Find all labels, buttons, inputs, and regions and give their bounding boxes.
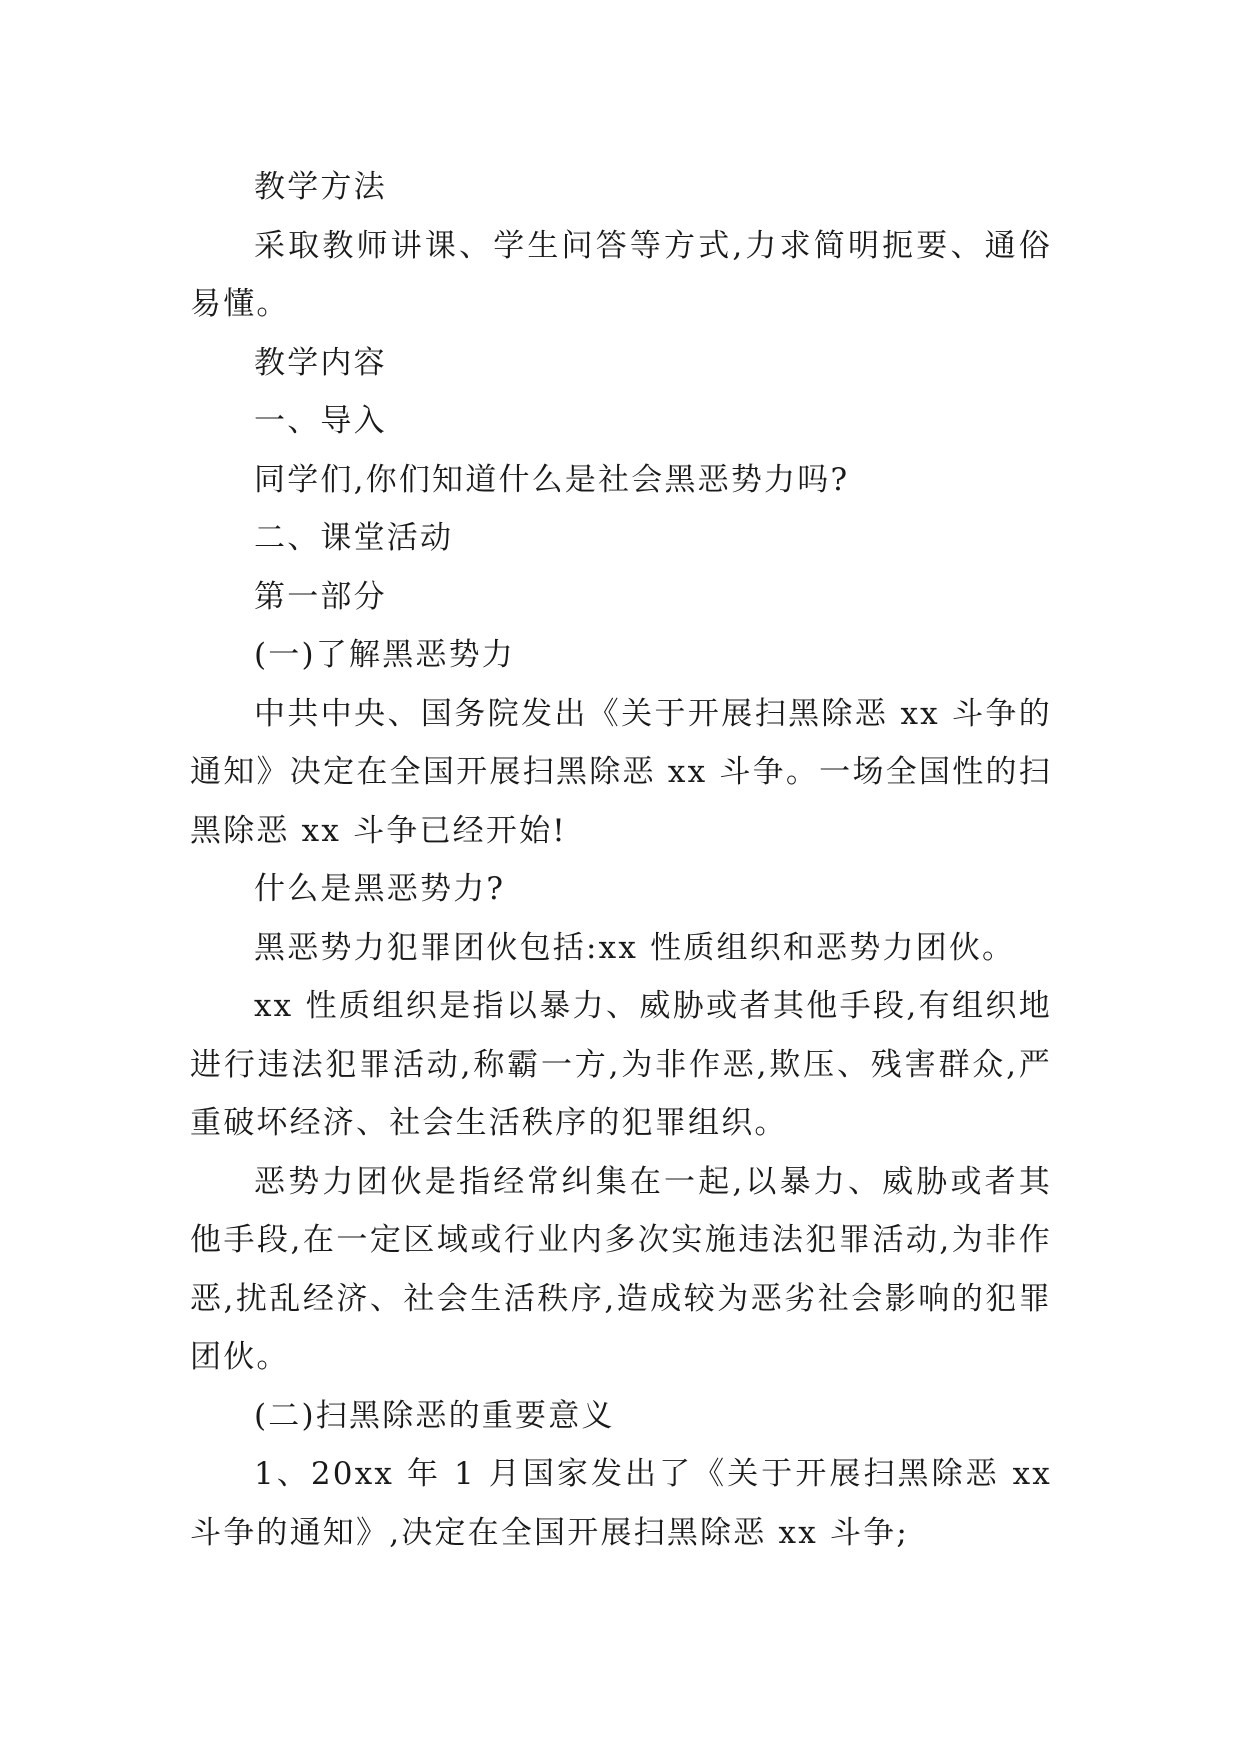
heading-part-one: 第一部分: [254, 578, 387, 615]
paragraph-organization-definition: xx 性质组织是指以暴力、威胁或者其他手段,有组织地进行违法犯罪活动,称霸一方,为非作恶,欺压、残害群众,严重破坏经济、社会生活秩序的犯罪组织。: [190, 988, 1052, 1141]
paragraph-teaching-method: 采取教师讲课、学生问答等方式,力求简明扼要、通俗易懂。: [190, 227, 1052, 322]
heading-importance: (二)扫黑除恶的重要意义: [254, 1397, 615, 1434]
paragraph-gangs-include: 黑恶势力犯罪团伙包括:xx 性质组织和恶势力团伙。: [254, 929, 1016, 966]
paragraph-central-notice: 中共中央、国务院发出《关于开展扫黑除恶 xx 斗争的通知》决定在全国开展扫黑除恶 xx 斗争。一场全国性的扫黑除恶 xx 斗争已经开始!: [190, 695, 1052, 849]
heading-teaching-method: 教学方法: [254, 169, 387, 205]
heading-introduction: 一、导入: [254, 403, 387, 439]
document-body: [190, 158, 1052, 1562]
paragraph-importance-point-1: 1、20xx 年 1 月国家发出了《关于开展扫黑除恶 xx 斗争的通知》,决定在全国开展扫黑除恶 xx 斗争;: [190, 1456, 1052, 1551]
paragraph-introduction-question: 同学们,你们知道什么是社会黑恶势力吗?: [254, 461, 850, 498]
paragraph-gang-definition: 恶势力团伙是指经常纠集在一起,以暴力、威胁或者其他手段,在一定区域或行业内多次实施违法犯罪活动,为非作恶,扰乱经济、社会生活秩序,造成较为恶劣社会影响的犯罪团伙。: [190, 1163, 1052, 1375]
paragraph-what-is-question: 什么是黑恶势力?: [254, 871, 506, 907]
heading-class-activity: 二、课堂活动: [254, 520, 454, 556]
heading-understand-forces: (一)了解黑恶势力: [254, 637, 515, 673]
heading-teaching-content: 教学内容: [254, 344, 387, 381]
